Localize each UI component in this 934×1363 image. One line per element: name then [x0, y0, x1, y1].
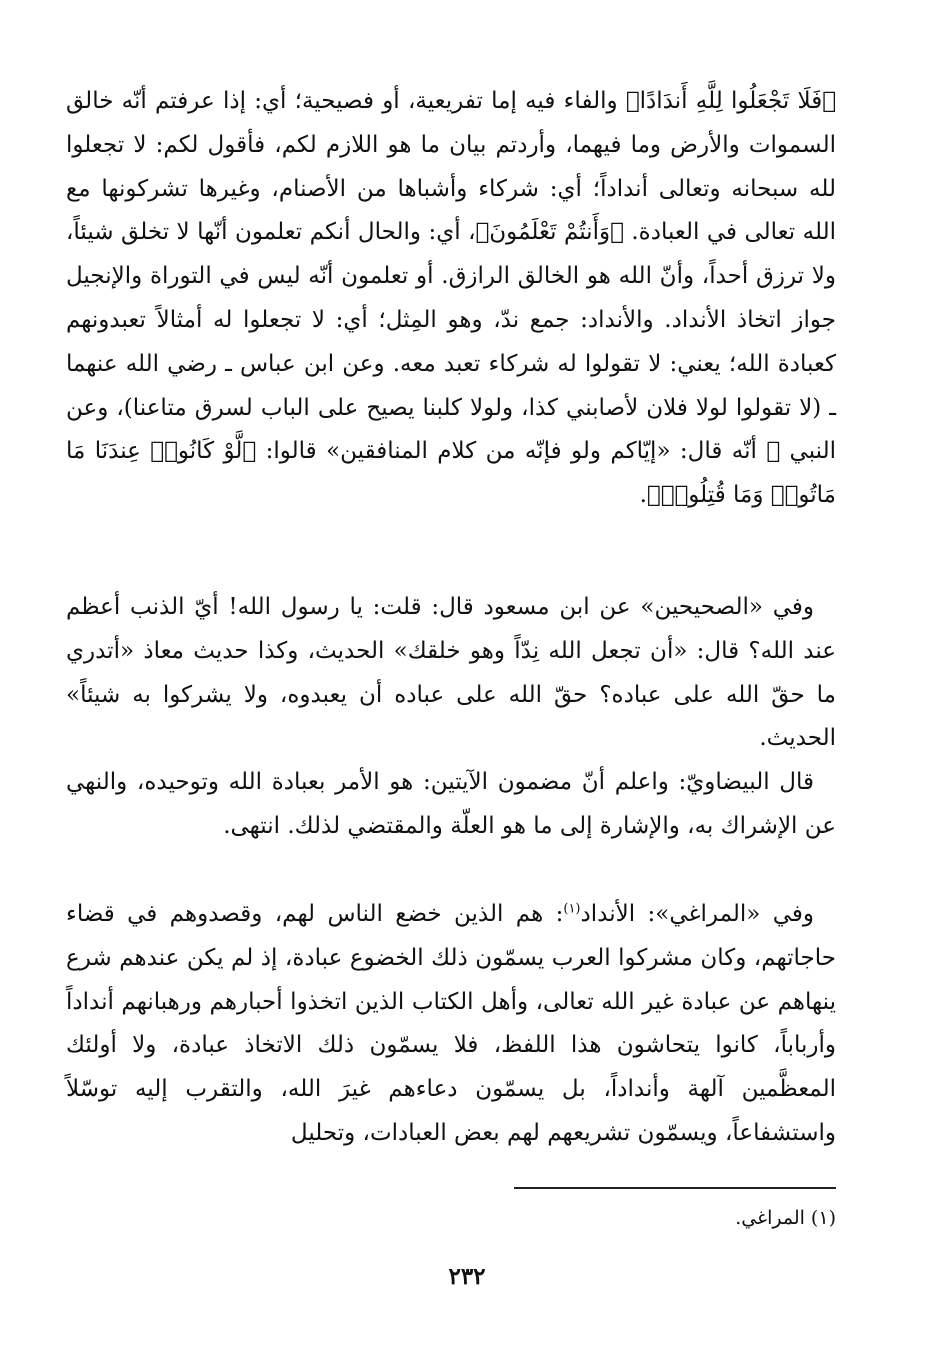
- footnote-reference: (١): [563, 901, 581, 917]
- paragraph-maraghi-lead: وفي «المراغي»: الأنداد: [580, 901, 815, 927]
- paragraph-sahihain: [66, 586, 836, 761]
- page-number: ٢٣٢: [448, 1263, 486, 1290]
- paragraph-baydawi-text: قال البيضاويّ: واعلم أنّ مضمون الآيتين: هو الأمر بعبادة الله وتوحيده، والنهي عن الإشراك به، والإشارة إلى ما هو العلّة والمقتضي لذلك. انتهى.: [66, 769, 836, 839]
- paragraph-sahihain-text: وفي «الصحيحين» عن ابن مسعود قال: قلت: يا رسول الله! أيّ الذنب أعظم عند الله؟ قال: «أن تجعل الله نِدّاً وهو خلقك» الحديث، وكذا حديث معاذ «أتدري ما حقّ الله على عباده؟ حقّ الله على عباده أن يعبدوه، ولا يشركوا به شيئاً» الحديث.: [66, 594, 836, 752]
- paragraph-maraghi-body: : هم الذين خضع الناس لهم، وقصدوهم في قضاء حاجاتهم، وكان مشركوا العرب يسمّون ذلك الخضوع عبادة، إذ لم يكن عندهم شرع ينهاهم عن عبادة غير الله تعالى، وأهل الكتاب الذين اتخذوا أحبارهم ورهبانهم أنداداً وأرباباً، كانوا يتحاشون هذا اللفظ، فلا يسمّون ذلك الاتخاذ عبادة، ولا أولئك المعظَّمين آلهة وأنداداً، بل يسمّون دعاءهم غيرَ الله، والتقرب إليه توسّلاً واستشفاعاً، ويسمّون تشريعهم لهم بعض العبادات، وتحليل: [66, 901, 836, 1146]
- footnote: (١) المراغي.: [735, 1207, 836, 1229]
- paragraph-baydawi: [66, 761, 836, 849]
- footnote-divider: [514, 1187, 836, 1189]
- paragraph-maraghi: [66, 893, 836, 1156]
- paragraph-tafsir-andad: ﴿فَلَا تَجْعَلُوا لِلَّهِ أَندَادًا﴾ والفاء فيه إما تفريعية، أو فصيحية؛ أي: إذا عرفتم أنّه خالق السموات والأرض وما فيهما، وأردتم بيان ما هو اللازم لكم، فأقول لكم: لا تجعلوا لله سبحانه وتعالى أنداداً؛ أي: شركاء وأشباها من الأصنام، وغيرها تشركونها مع الله تعالى في العبادة. ﴿وَأَنتُمْ تَعْلَمُونَ﴾، أي: والحال أنكم تعلمون أنّها لا تخلق شيئاً، ولا ترزق أحداً، وأنّ الله هو الخالق الرازق. أو تعلمون أنّه ليس في التوراة والإنجيل جواز اتخاذ الأنداد. والأنداد: جمع ندّ، وهو المِثل؛ أي: لا تجعلوا له أمثالاً تعبدونهم كعبادة الله؛ يعني: لا تقولوا له شركاء تعبد معه. وعن ابن عباس ـ رضي الله عنهما ـ (لا تقولوا لولا فلان لأصابني كذا، ولولا كلبنا يصيح على الباب لسرق متاعنا)، وعن النبي ﷺ أنّه قال: «إيّاكم ولو فإنّه من كلام المنافقين» قالوا: ﴿لَّوْ كَانُوا۟ عِندَنَا مَا مَاتُوا۟ وَمَا قُتِلُوا۟﴾.: [66, 88, 836, 509]
